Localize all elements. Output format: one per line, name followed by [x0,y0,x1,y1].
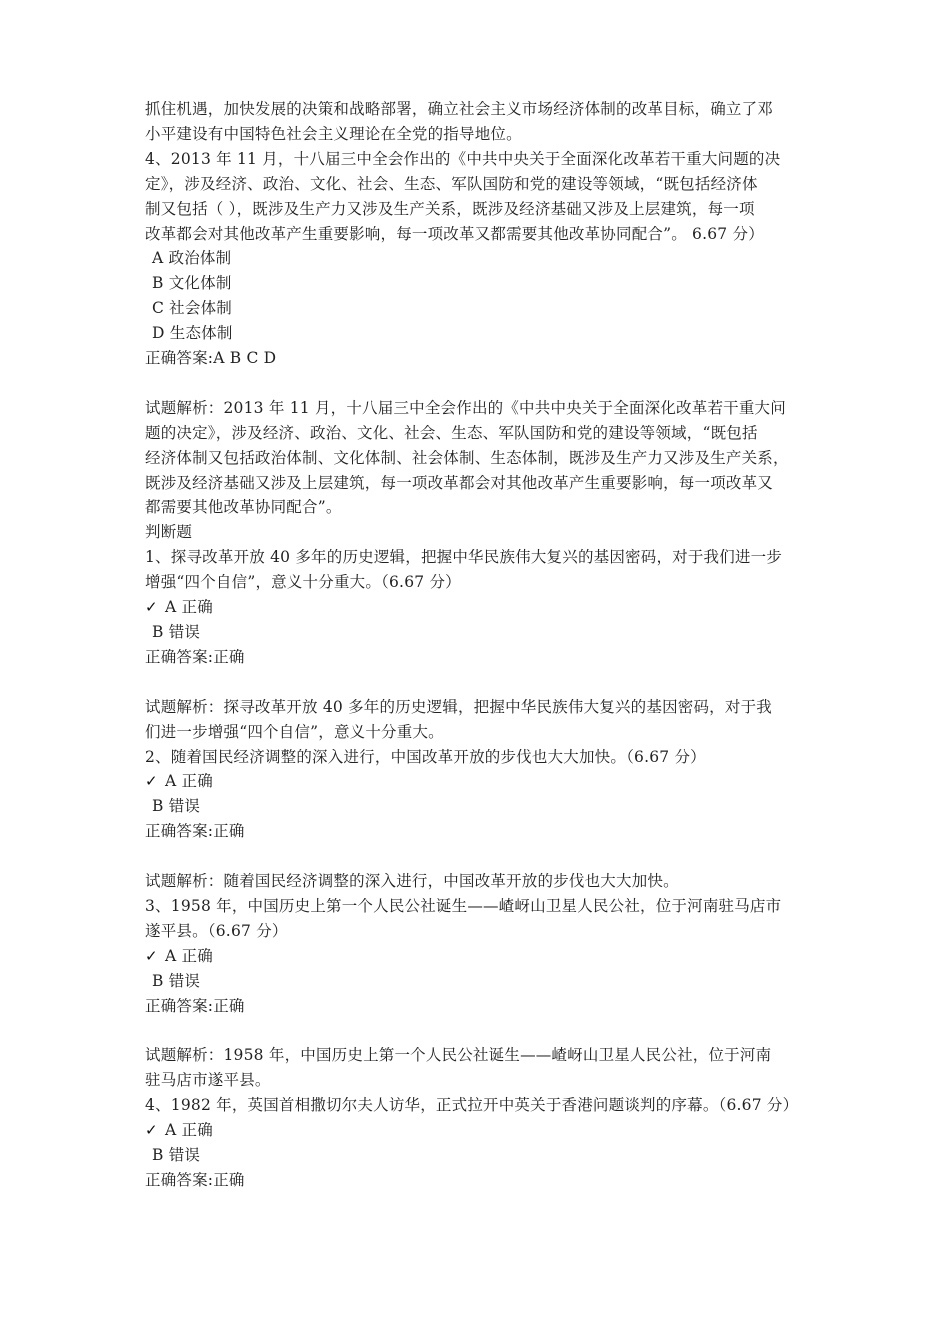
option-b: B 错误 [152,1146,201,1164]
section-title: 判断题 [145,523,193,542]
question-multi-4 [145,147,813,521]
spacer [145,1018,813,1043]
text-line: 小平建设有中国特色社会主义理论在全党的指导地位。 [145,124,522,143]
text-line: 抓住机遇，加快发展的决策和战略部署，确立社会主义市场经济体制的改革目标，确立了邓 [145,100,774,118]
question-text: 改革都会对其他改革产生重要影响，每一项改革又都需要其他改革协同配合”。 6.67 分） [145,224,764,243]
spacer [145,844,813,869]
checkmark-icon: ✓ [145,598,158,617]
analysis-text: 题的决定》，涉及经济、政治、文化、社会、生态、军队国防和党的建设等领域，“既包括 [145,423,758,442]
question-text: 4、2013 年 11 月，十八届三中全会作出的《中共中央关于全面深化改革若干重大问题的决 [145,149,781,168]
option-label: A 正确 [165,598,213,617]
tf-question-1 [145,545,813,744]
question-text: 制又包括（ ），既涉及生产力又涉及生产关系，既涉及经济基础又涉及上层建筑，每一项 [145,199,755,218]
option-c: C 社会体制 [152,299,232,318]
checkmark-icon: ✓ [145,1121,158,1140]
spacer [145,371,813,396]
correct-answer: 正确答案:正确 [145,822,245,841]
option-b: B 错误 [152,971,201,990]
option-a [145,944,813,969]
option-label: A 正确 [165,946,213,965]
option-d: D 生态体制 [152,324,233,343]
option-b: B 错误 [152,623,201,642]
analysis-text: 试题解析：随着国民经济调整的深入进行，中国改革开放的步伐也大大加快。 [145,872,679,891]
question-text: 2、随着国民经济调整的深入进行，中国改革开放的步伐也大大加快。（6.67 分） [145,747,706,766]
analysis-text: 们进一步增强“四个自信”，意义十分重大。 [145,722,444,741]
intro-paragraph [145,97,813,147]
document-page [145,97,813,1193]
analysis-text: 试题解析：探寻改革开放 40 多年的历史逻辑，把握中华民族伟大复兴的基因密码，对于我 [145,697,772,716]
tf-question-3 [145,894,813,1093]
tf-question-2 [145,745,813,894]
analysis-text: 驻马店市遂平县。 [145,1071,271,1090]
option-b: B 文化体制 [152,274,232,293]
analysis-text: 试题解析：2013 年 11 月，十八届三中全会作出的《中共中央关于全面深化改革若干重大问 [145,398,786,417]
option-a [145,1118,813,1143]
option-label: A 正确 [165,1121,213,1140]
option-b: B 错误 [152,797,201,816]
question-text: 4、1982 年，英国首相撒切尔夫人访华，正式拉开中英关于香港问题谈判的序幕。（6.67 分） [145,1096,799,1115]
correct-answer: 正确答案:A B C D [145,349,277,368]
spacer [145,670,813,695]
question-text: 1、探寻改革开放 40 多年的历史逻辑，把握中华民族伟大复兴的基因密码，对于我们进一步 [145,548,783,567]
option-a [145,595,813,620]
option-a [145,769,813,794]
checkmark-icon: ✓ [145,772,158,791]
analysis-text: 经济体制又包括政治体制、文化体制、社会体制、生态体制，既涉及生产力又涉及生产关系， [145,448,789,467]
correct-answer: 正确答案:正确 [145,1170,245,1189]
option-a: A 政治体制 [152,249,232,268]
question-text: 遂平县。（6.67 分） [145,921,288,940]
correct-answer: 正确答案:正确 [145,647,245,666]
option-label: A 正确 [165,772,213,791]
checkmark-icon: ✓ [145,946,158,965]
question-text: 3、1958 年，中国历史上第一个人民公社诞生——嵖岈山卫星人民公社，位于河南驻马店市 [145,896,782,915]
analysis-text: 都需要其他改革协同配合”。 [145,498,342,517]
tf-question-4 [145,1093,813,1193]
analysis-text: 既涉及经济基础又涉及上层建筑，每一项改革都会对其他改革产生重要影响，每一项改革又 [145,473,774,492]
question-text: 增强“四个自信”，意义十分重大。（6.67 分） [145,573,461,592]
question-text: 定》，涉及经济、政治、文化、社会、生态、军队国防和党的建设等领域，“既包括经济体 [145,174,758,193]
correct-answer: 正确答案:正确 [145,996,245,1015]
analysis-text: 试题解析：1958 年，中国历史上第一个人民公社诞生——嵖岈山卫星人民公社，位于河南 [145,1046,772,1065]
